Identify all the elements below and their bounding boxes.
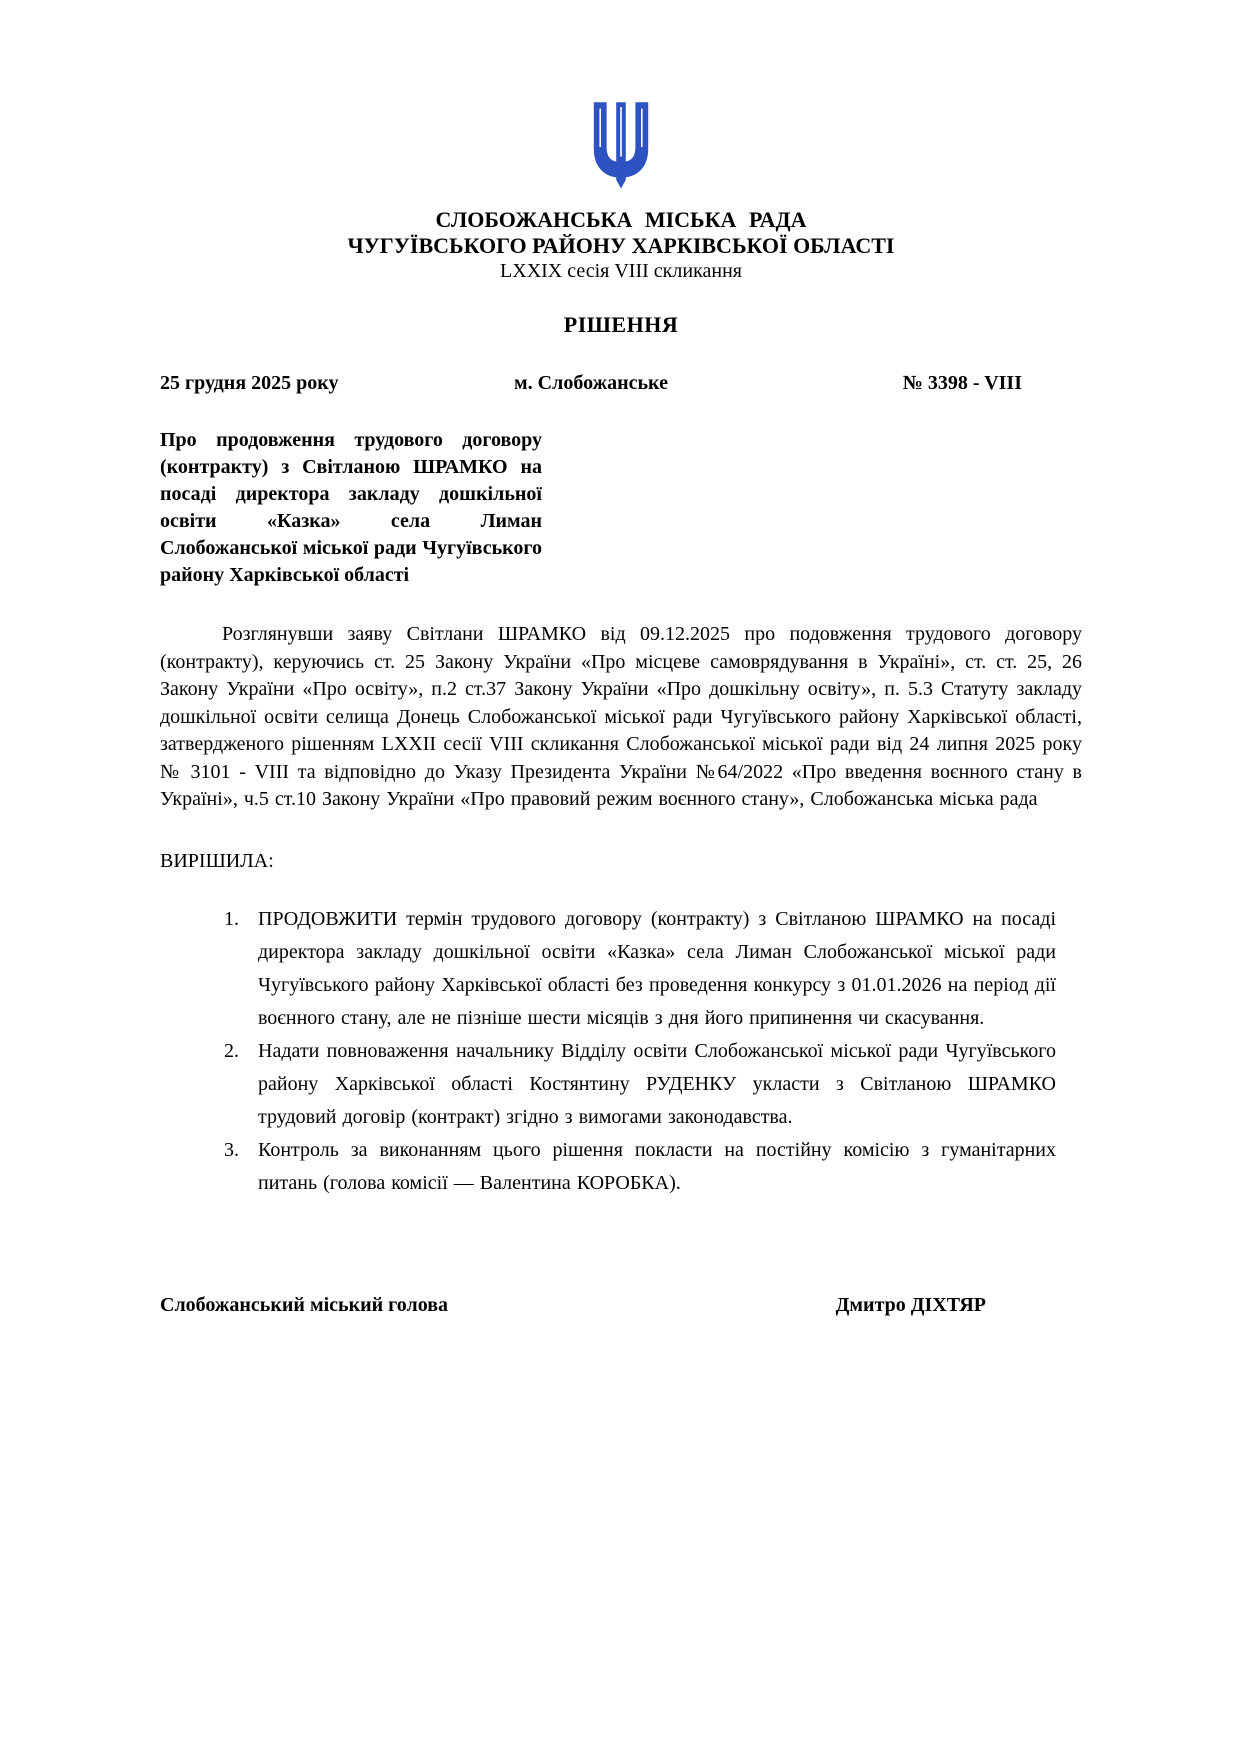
document-place: м. Слобожанське bbox=[514, 372, 668, 394]
preamble-paragraph: Розглянувши заяву Світлани ШРАМКО від 09.12.2025 про подовження трудового договору (контракту), керуючись ст. 25 Закону України «Про місцеве самоврядування в Україні», ст. ст. 25, 26 Закону України «Про освіту», п.2 ст.37 Закону України «Про дошкільну освіту», п. 5.3 Статуту закладу дошкільної освіти селища Донець Слобожанської міської ради Чугуївського району Харківської області, затвердженого рішенням LXXII сесії VIII скликання Слобожанської міської ради від 24 липня 2025 року № 3101 - VIII та відповідно до Указу Президента України №64/2022 «Про введення воєнного стану в Україні», ч.5 ст.10 Закону України «Про правовий режим воєнного стану», Слобожанська міська рада bbox=[160, 623, 1082, 810]
emblem-container bbox=[160, 102, 1082, 197]
resolved-label: ВИРІШИЛА: bbox=[160, 849, 274, 872]
org-name-line2: ЧУГУЇВСЬКОГО РАЙОНУ ХАРКІВСЬКОЇ ОБЛАСТІ bbox=[347, 233, 895, 258]
signatory-title: Слобожанський міський голова bbox=[160, 1293, 448, 1316]
resolution-list bbox=[160, 903, 1082, 1200]
org-name-line1: СЛОБОЖАНСЬКА МІСЬКА РАДА bbox=[435, 207, 807, 232]
resolution-item-1: ПРОДОВЖИТИ термін трудового договору (контракту) з Світланою ШРАМКО на посаді директора закладу дошкільної освіти «Казка» села Лиман Слобожанської міської ради Чугуївського району Харківської області без проведення конкурсу з 01.01.2026 на період дії воєнного стану, але не пізніше шести місяців з дня його припинення чи скасування. bbox=[258, 907, 1056, 1029]
document-subject: Про продовження трудового договору (контракту) з Світланою ШРАМКО на посаді директора закладу дошкільної освіти «Казка» села Лиман Слобожанської міської ради Чугуївського району Харківської області bbox=[160, 429, 542, 586]
document-date: 25 грудня 2025 року bbox=[160, 372, 339, 394]
ukraine-trident-emblem-icon bbox=[589, 102, 653, 192]
document-meta-row bbox=[160, 372, 1082, 395]
resolution-item-2: Надати повноваження начальнику Відділу освіти Слобожанської міської ради Чугуївського району Харківської області Костянтину РУДЕНКУ укласти з Світланою ШРАМКО трудовий договір (контракт) згідно з вимогами законодавства. bbox=[258, 1039, 1056, 1128]
document-type-title: РІШЕННЯ bbox=[563, 312, 679, 337]
session-line: LXXIX сесія VIII скликання bbox=[500, 260, 742, 282]
signature-row bbox=[160, 1294, 1082, 1317]
signatory-name: Дмитро ДІХТЯР bbox=[835, 1293, 986, 1316]
document-number: № 3398 - VIII bbox=[902, 372, 1022, 394]
resolution-item-3: Контроль за виконанням цього рішення покласти на постійну комісію з гуманітарних питань (голова комісії — Валентина КОРОБКА). bbox=[258, 1138, 1056, 1194]
